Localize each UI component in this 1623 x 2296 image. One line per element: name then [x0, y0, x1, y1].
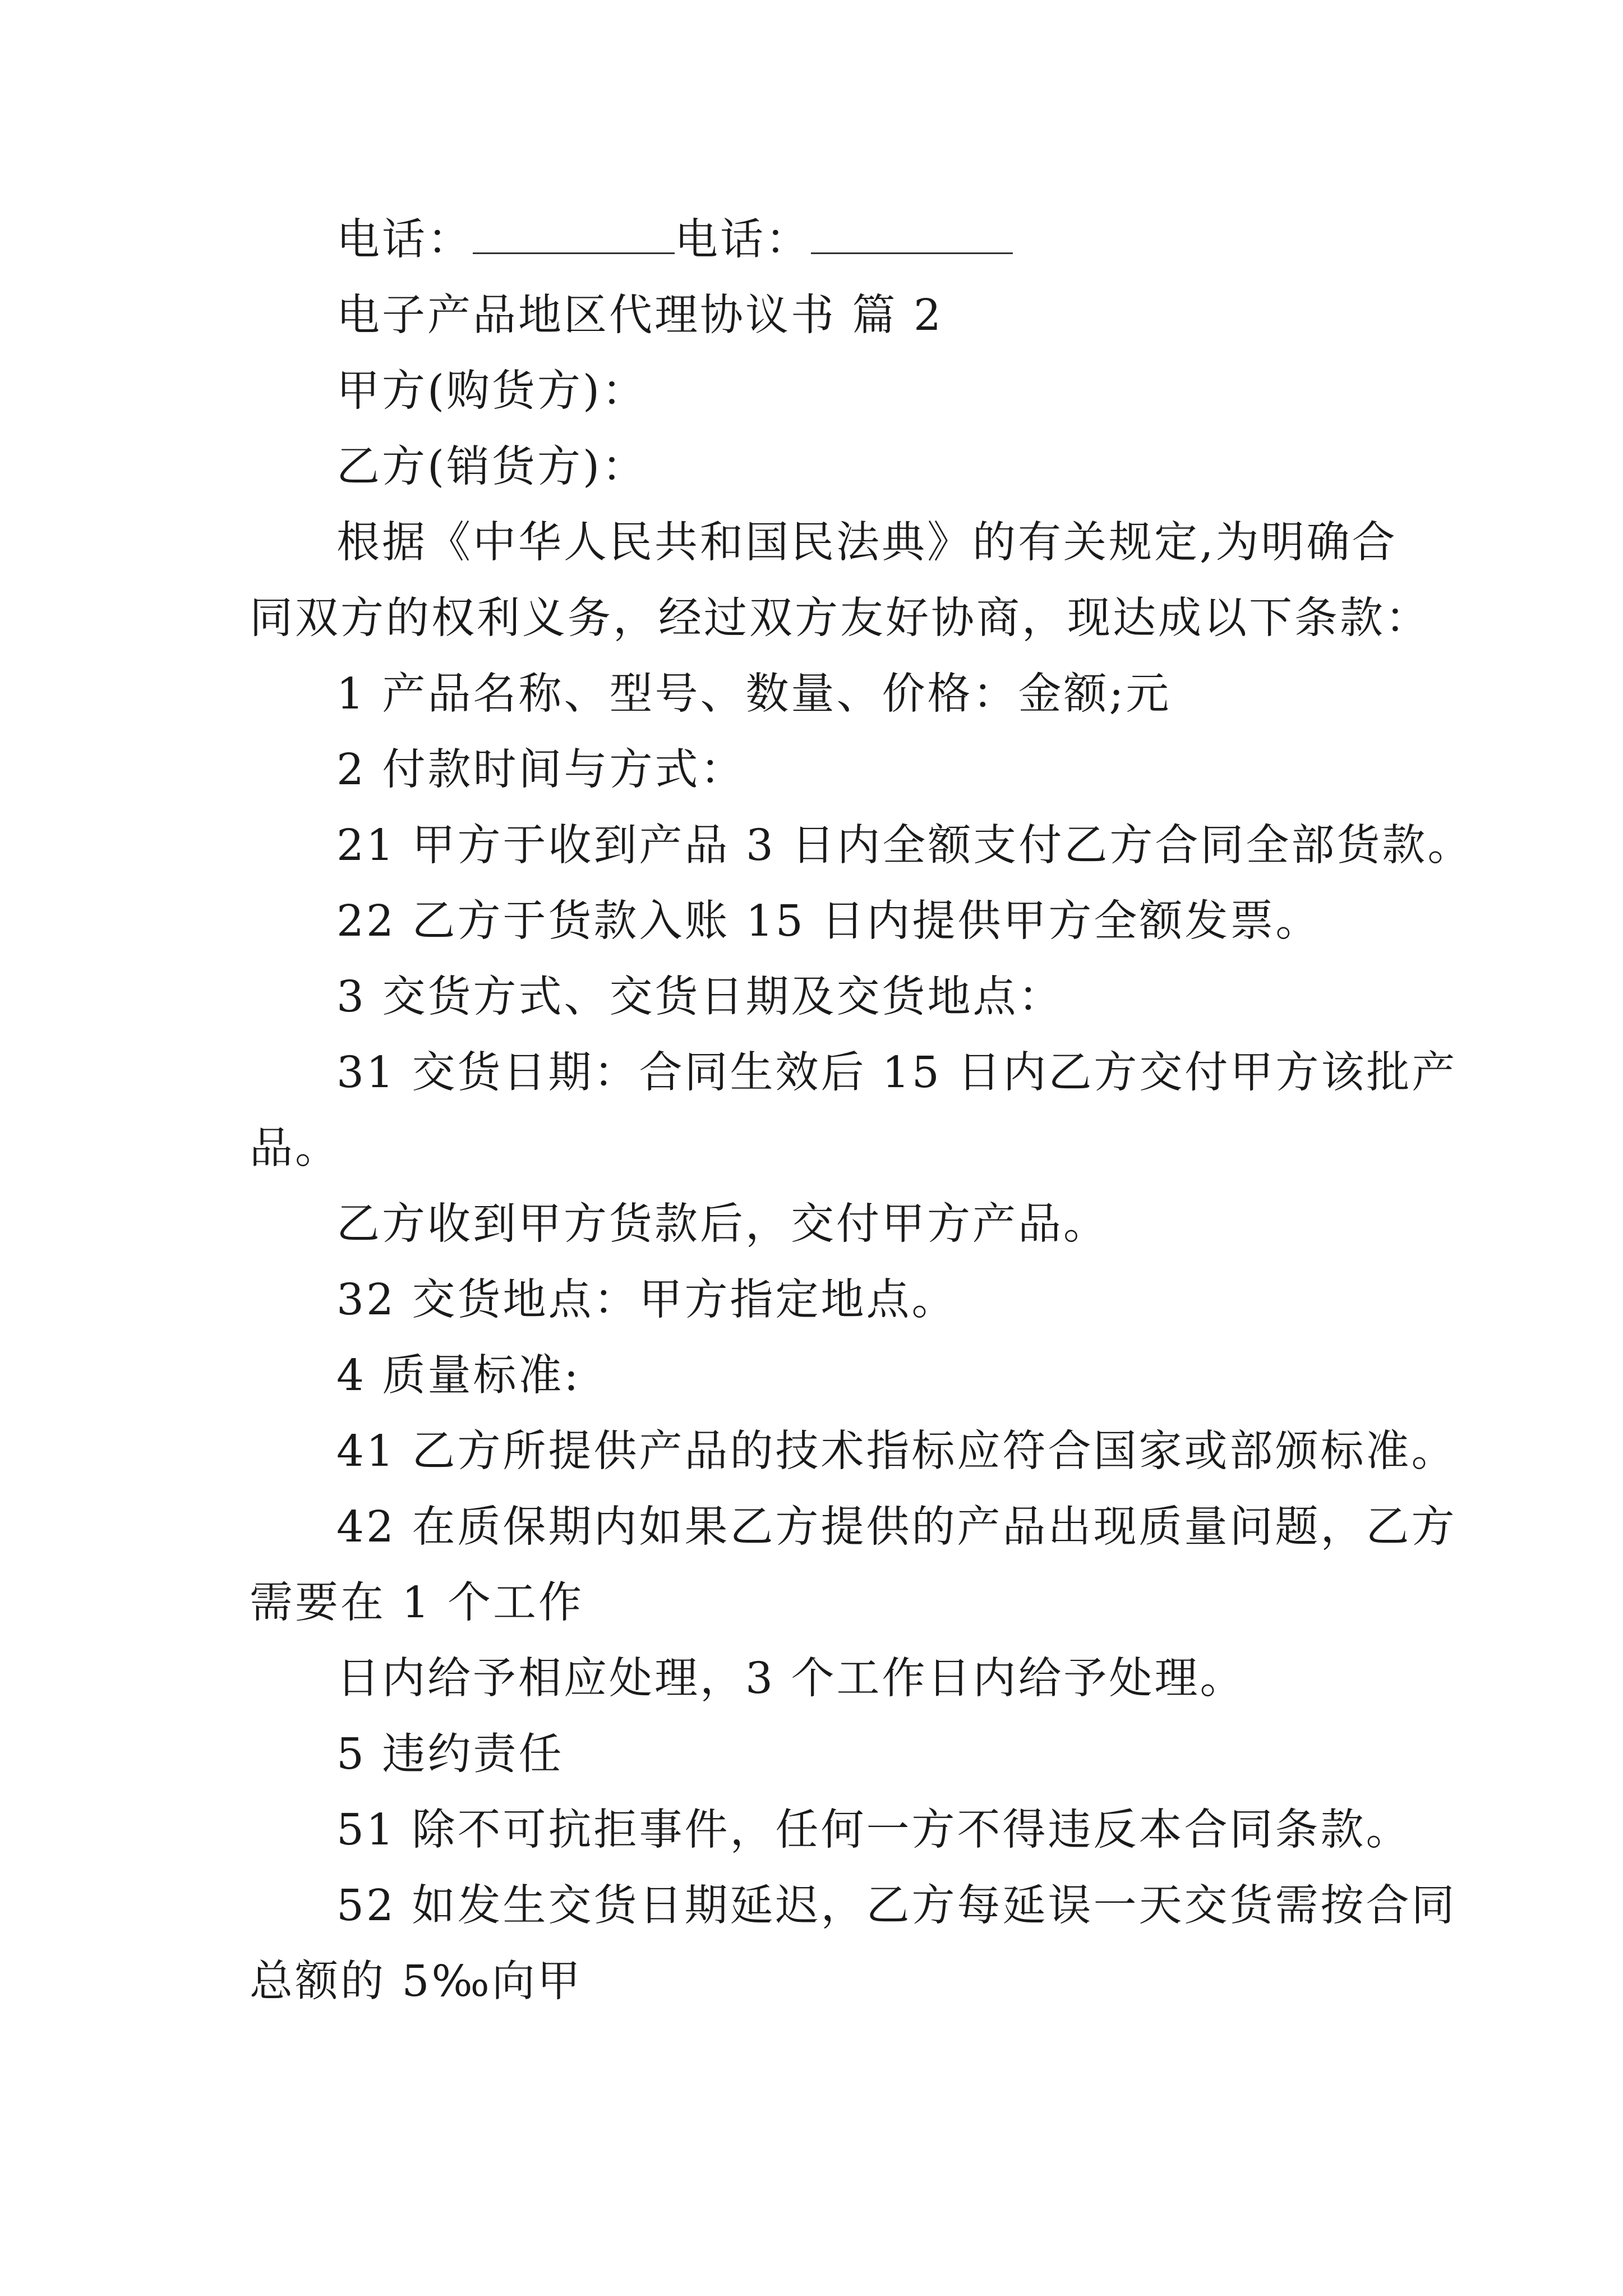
- clause-4-2-line-3: 日内给予相应处理，3 个工作日内给予处理。: [336, 1654, 1246, 1704]
- clause-2-2: 22 乙方于货款入账 15 日内提供甲方全额发票。: [336, 896, 1321, 946]
- clause-4-1: 41 乙方所提供产品的技术指标应符合国家或部颁标准。: [336, 1427, 1457, 1476]
- clause-4: 4 质量标准:: [336, 1351, 581, 1401]
- clause-3-1-line-2: 品。: [250, 1124, 340, 1174]
- clause-2-1: 21 甲方于收到产品 3 日内全额支付乙方合同全部货款。: [336, 821, 1473, 871]
- party-b-line: 乙方(销货方)：: [336, 442, 648, 492]
- clause-4-2-line-1: 42 在质保期内如果乙方提供的产品出现质量问题，乙方: [336, 1502, 1457, 1552]
- clause-3-1-line-1: 31 交货日期：合同生效后 15 日内乙方交付甲方该批产: [336, 1048, 1458, 1098]
- intro-paragraph-line-1: 根据《中华人民共和国民法典》的有关规定,为明确合: [336, 518, 1398, 568]
- clause-2: 2 付款时间与方式：: [336, 745, 746, 795]
- clause-3: 3 交货方式、交货日期及交货地点：: [336, 972, 1064, 1022]
- clause-5-2-line-1: 52 如发生交货日期延迟，乙方每延误一天交货需按合同: [336, 1881, 1457, 1931]
- section-heading: 电子产品地区代理协议书 篇 2: [336, 291, 943, 341]
- phone-blank-2[interactable]: [811, 219, 1013, 254]
- intro-paragraph-line-2: 同双方的权利义务，经过双方友好协商，现达成以下条款：: [250, 593, 1431, 643]
- clause-1: 1 产品名称、型号、数量、价格：金额;元: [336, 669, 1172, 719]
- clause-5-1: 51 除不可抗拒事件，任何一方不得违反本合同条款。: [336, 1805, 1412, 1855]
- clause-5: 5 违约责任: [336, 1729, 564, 1779]
- clause-5-2-line-2: 总额的 5‰向甲: [250, 1957, 583, 2007]
- contact-line: [336, 212, 1013, 268]
- phone-label-2: 电话：: [675, 215, 811, 265]
- clause-3-2: 32 交货地点：甲方指定地点。: [336, 1275, 957, 1325]
- clause-3-1-line-3: 乙方收到甲方货款后，交付甲方产品。: [336, 1199, 1109, 1249]
- clause-4-2-line-2: 需要在 1 个工作: [250, 1578, 584, 1628]
- phone-blank-1[interactable]: [473, 219, 675, 254]
- phone-label-1: 电话：: [336, 215, 473, 265]
- party-a-line: 甲方(购货方)：: [336, 366, 648, 416]
